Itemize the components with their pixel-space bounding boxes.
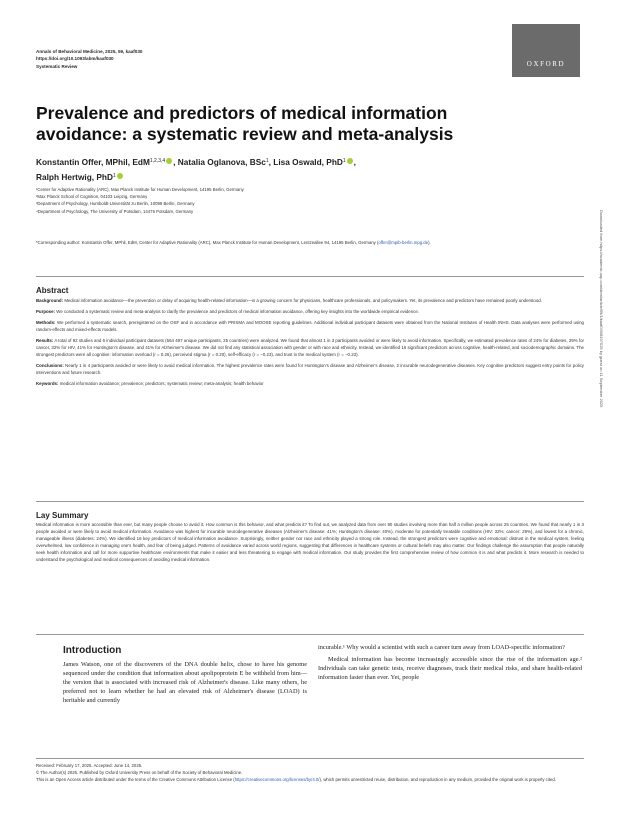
abstract-background bbox=[36, 298, 584, 305]
abstract-methods bbox=[36, 320, 584, 334]
author-name[interactable]: Ralph Hertwig, PhD bbox=[36, 172, 113, 182]
affiliations bbox=[36, 186, 556, 215]
divider bbox=[36, 276, 584, 277]
license-link[interactable]: https://creativecommons.org/licenses/by/4.0/ bbox=[234, 777, 320, 782]
abstract-heading: Abstract bbox=[36, 286, 69, 295]
author-name[interactable]: Lisa Oswald, PhD bbox=[273, 157, 343, 167]
journal-meta bbox=[36, 48, 142, 71]
download-watermark: Downloaded from https://academic.oup.com/abm/article/59/1/kaaf030/8197025 by guest on 11 September 2025 bbox=[599, 210, 604, 408]
affiliation: ²Max Planck School of Cognition, 04103 Leipzig, Germany bbox=[36, 194, 148, 200]
divider bbox=[36, 634, 584, 635]
abstract-label: Results: bbox=[36, 338, 54, 344]
introduction-left-column: James Watson, one of the discoverers of the DNA double helix, chose to have his genome sequenced under the condition that information about apolipoprotein E be withheld from him—the version that is associated with increased risk of Alzheimer's disease. Like many others, he preferred not to learn whether he had an elevated risk of Alzheimer's disease (LOAD) is heritable and currently bbox=[63, 661, 307, 705]
article-section: Systematic Review bbox=[36, 64, 78, 70]
article-title: Prevalence and predictors of medical information avoidance: a systematic review and meta-analysis bbox=[36, 103, 454, 144]
orcid-icon[interactable] bbox=[347, 158, 353, 164]
abstract-label: Keywords: bbox=[36, 381, 59, 387]
introduction-paragraph: Medical information has become increasingly accessible since the rise of the information age.² Individuals can take genetic tests, receive diagnoses, track their medical risks, and share health-related information faster than ever. Yet, people bbox=[318, 656, 582, 682]
author-affiliation-marker: 1 bbox=[342, 158, 346, 164]
license-text: This is an Open Access article distributed under the terms of the Creative Commons Attribution License ( bbox=[36, 777, 235, 782]
author-affiliation-marker: 1 bbox=[112, 173, 116, 179]
abstract-text: A total of 92 studies and 6 individual participant datasets (564 497 unique participants, 25 countries) were analyzed. We found that almost 1 in 3 participants avoided or were likely to avoid information. Specifically, we estimated prevalence rates of 24% for diabetes, 29% for cancer, 32% for HIV, 41% for Huntington's disease, and 41% for Alzheimer's disease. We did not find any statistical association with gender or with race and ethnicity. Instead, we identified 16 significant predictors across cognitive, health-related, and sociodemographic domains. The strongest predictors were all cognitive: information overload (r = 0.26), perceived stigma (r = 0.20), self-efficacy (r = −0.23), and trust in the medical system (r = −0.23). bbox=[36, 338, 584, 357]
abstract-label: Conclusions: bbox=[36, 363, 64, 369]
abstract-text: We performed a systematic search, preregistered on the OSF and in accordance with PRISMA and MOOSE reporting guidelines. Additional individual participant datasets were obtained from the National Institutes of Health INHS. Data analyses were performed using random-effects and mixed-effects models. bbox=[36, 320, 584, 333]
license-text: ), which permits unrestricted reuse, distribution, and reproduction in any medium, provided the original work is properly cited. bbox=[319, 777, 556, 782]
article-footer bbox=[36, 762, 584, 783]
orcid-icon[interactable] bbox=[166, 158, 172, 164]
received-accepted-dates: Received: February 17, 2025. Accepted: June 14, 2025. bbox=[36, 763, 143, 768]
abstract-keywords bbox=[36, 381, 584, 388]
abstract-label: Background: bbox=[36, 298, 64, 303]
author-affiliation-marker: 1,2,3,4 bbox=[149, 158, 166, 164]
journal-name: Annals of Behavioral Medicine, 2025, 59, kaaf030 bbox=[36, 49, 143, 54]
abstract-conclusions bbox=[36, 363, 584, 377]
author-name[interactable]: Konstantin Offer, MPhil, EdM bbox=[36, 157, 150, 167]
abstract-text: medical information avoidance; prevalence; predictors; systematic review; meta-analysis; health behavior bbox=[59, 381, 264, 387]
correspondence-close: ). bbox=[428, 240, 431, 245]
introduction-paragraph: incurable.¹ Why would a scientist with such a career turn away from LOAD-specific information? bbox=[318, 644, 565, 651]
corresponding-author bbox=[36, 239, 566, 246]
abstract-label: Purpose: bbox=[36, 309, 56, 315]
abstract-label: Methods: bbox=[36, 320, 56, 326]
license-notice bbox=[36, 776, 584, 783]
introduction-heading: Introduction bbox=[63, 645, 122, 656]
introduction-right-column bbox=[318, 643, 582, 682]
doi-link[interactable]: https://doi.org/10.1093/abm/kaaf030 bbox=[36, 56, 114, 62]
abstract-purpose bbox=[36, 309, 584, 316]
email-link[interactable]: offer@mpib-berlin.mpg.de bbox=[378, 240, 429, 245]
orcid-icon[interactable] bbox=[117, 173, 123, 179]
correspondence-text: *Corresponding author: Konstantin Offer, MPhil, EdM, Center for Adaptive Rationality (ARC), Max Planck Institute for Human Development, Lentzeallee 94, 14195 Berlin, Germany ( bbox=[36, 240, 379, 245]
oxford-logo-text: OXFORD bbox=[526, 60, 566, 68]
affiliation: ⁴Department of Psychology, The University of Potsdam, 14476 Potsdam, Germany bbox=[36, 208, 194, 214]
footer-divider bbox=[36, 758, 584, 759]
abstract-text: Medical information avoidance—the prevention or delay of acquiring health-related information—is a growing concern for physicians, healthcare professionals, and policymakers. Yet, its prevalence and predictors have remained poorly understood. bbox=[64, 298, 542, 303]
author-affiliation-marker: 1 bbox=[265, 158, 269, 164]
author-name[interactable]: Natalia Oglanova, BSc bbox=[177, 157, 266, 167]
affiliation: ³Department of Psychology, Humboldt-Universität zu Berlin, 10099 Berlin, Germany bbox=[36, 201, 195, 207]
lay-summary-heading: Lay Summary bbox=[36, 511, 89, 520]
abstract-results bbox=[36, 338, 584, 359]
oxford-logo bbox=[512, 24, 580, 77]
affiliation: ¹Center for Adaptive Rationality (ARC), Max Planck Institute for Human Development, 14195 Berlin, Germany bbox=[36, 187, 244, 192]
copyright-notice: © The Author(s) 2025. Published by Oxford University Press on behalf of the Society of Behavioral Medicine. bbox=[36, 770, 243, 775]
abstract bbox=[36, 298, 584, 392]
lay-summary-text: Medical information is more accessible than ever, but many people choose to avoid it. How common is this behavior, and what predicts it? To find out, we analyzed data from over 90 studies involving more than half a million people across 25 countries. We found that nearly 1 in 3 people avoided or were likely to avoid medical information. Avoidance was highest for incurable neurodegenerative diseases (Alzheimer's disease: 41%; Huntington's disease: 40%), moderate for potentially treatable conditions (HIV: 32%; cancer: 29%), and lowest for a chronic, manageable illness (diabetes: 24%). We identified 16 key predictors of medical information avoidance. Surprisingly, neither gender nor race and ethnicity played a strong role. Instead, the strongest predictors were cognitive and emotional: distrust in the medical system, feeling overwhelmed, low confidence in managing one's health, and fear of being judged. Patterns of avoidance varied across world regions, suggesting that differences in healthcare systems or cultural beliefs may also matter. Our findings challenge the assumption that people naturally seek health information and call for more supportive healthcare environments that make it easier and less threatening to engage with medical information. Our study provides the first comprehensive review of how common it is and what predicts it. More research is needed to understand the psychological and medical consequences of avoiding medical information. bbox=[36, 522, 584, 562]
divider bbox=[36, 501, 584, 502]
author-list: Konstantin Offer, MPhil, EdM$^{1,2,3,4}$ , Natalia Oglanova, BSc$^1$, Lisa Oswald, PhD$^1$ , Ralph Hertwig, PhD$^1$ bbox=[36, 157, 356, 182]
abstract-text: We conducted a systematic review and meta-analysis to clarify the prevalence and predictors of medical information avoidance, offering key insights into the worldwide empirical evidence. bbox=[56, 309, 420, 315]
abstract-text: Nearly 1 in 4 participants avoided or were likely to avoid medical information. The highest prevalence rates were found for Huntington's disease and Alzheimer's disease, 2 incurable neurodegenerative diseases. Key cognitive predictors suggest entry points for policy interventions and future research. bbox=[36, 363, 584, 375]
